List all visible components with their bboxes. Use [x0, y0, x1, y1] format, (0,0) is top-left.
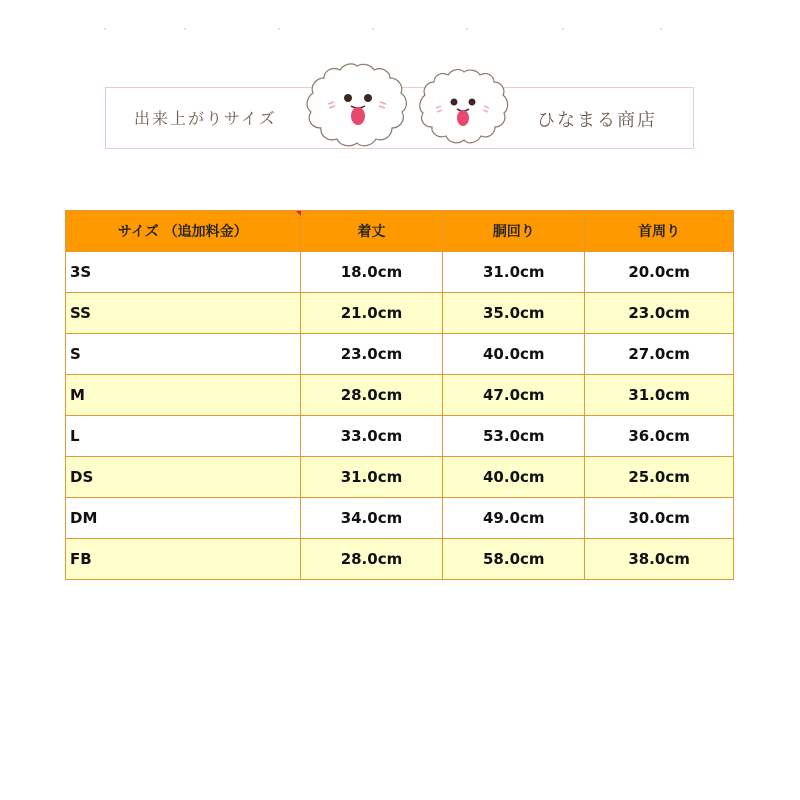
cell-size: S — [66, 334, 301, 375]
top-dotted-line — [100, 28, 700, 32]
cell-length: 33.0cm — [300, 416, 443, 457]
table-row — [66, 252, 734, 293]
cell-size: DS — [66, 457, 301, 498]
table-row — [66, 498, 734, 539]
cell-waist: 49.0cm — [443, 498, 585, 539]
header-waist: 胴回り — [443, 211, 585, 252]
cell-waist: 40.0cm — [443, 457, 585, 498]
cell-length: 21.0cm — [300, 293, 443, 334]
table-row — [66, 375, 734, 416]
cell-neck: 38.0cm — [585, 539, 734, 580]
cell-size: SS — [66, 293, 301, 334]
shop-name: ひなまる商店 — [537, 110, 657, 131]
cell-size: DM — [66, 498, 301, 539]
cell-length: 31.0cm — [300, 457, 443, 498]
cell-neck: 20.0cm — [585, 252, 734, 293]
cell-waist: 53.0cm — [443, 416, 585, 457]
header-size: サイズ （追加料金） — [66, 211, 301, 252]
header-length: 着丈 — [300, 211, 443, 252]
cell-neck: 25.0cm — [585, 457, 734, 498]
cell-size: L — [66, 416, 301, 457]
mascot-fluffy-left-icon — [302, 60, 412, 150]
cell-neck: 30.0cm — [585, 498, 734, 539]
cell-waist: 40.0cm — [443, 334, 585, 375]
table-row — [66, 334, 734, 375]
cell-waist: 58.0cm — [443, 539, 585, 580]
cell-size: M — [66, 375, 301, 416]
cell-waist: 47.0cm — [443, 375, 585, 416]
cell-waist: 35.0cm — [443, 293, 585, 334]
cell-waist: 31.0cm — [443, 252, 585, 293]
comment-marker — [296, 211, 301, 216]
banner-title: 出来上がりサイズ — [134, 109, 277, 128]
cell-neck: 27.0cm — [585, 334, 734, 375]
cell-size: 3S — [66, 252, 301, 293]
mascot-fluffy-right-icon — [416, 66, 512, 150]
table-header-row — [66, 211, 734, 252]
cell-size: FB — [66, 539, 301, 580]
cell-neck: 36.0cm — [585, 416, 734, 457]
table-row — [66, 539, 734, 580]
table-row — [66, 416, 734, 457]
header-neck: 首周り — [585, 211, 734, 252]
table-row — [66, 457, 734, 498]
cell-length: 18.0cm — [300, 252, 443, 293]
cell-length: 28.0cm — [300, 375, 443, 416]
cell-neck: 23.0cm — [585, 293, 734, 334]
cell-length: 34.0cm — [300, 498, 443, 539]
cell-neck: 31.0cm — [585, 375, 734, 416]
cell-length: 28.0cm — [300, 539, 443, 580]
cell-length: 23.0cm — [300, 334, 443, 375]
table-row — [66, 293, 734, 334]
size-table — [65, 210, 734, 580]
